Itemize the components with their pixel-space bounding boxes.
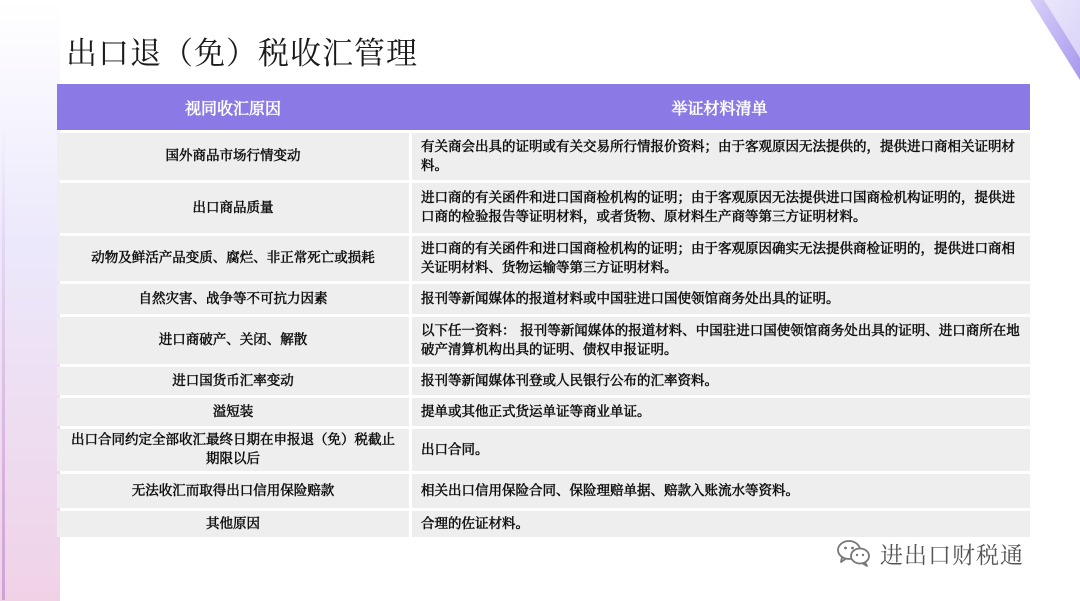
table-row xyxy=(57,236,1030,281)
reason-cell: 进口国货币汇率变动 xyxy=(57,367,409,395)
documents-cell: 以下任一资料： 报刊等新闻媒体的报道材料、中国驻进口国使领馆商务处出具的证明、进口商所在地破产清算机构出具的证明、债权申报证明。 xyxy=(409,317,1030,364)
table-row xyxy=(57,429,1030,471)
left-decoration-line xyxy=(2,120,5,600)
reason-cell: 出口合同约定全部收汇最终日期在申报退（免）税截止期限以后 xyxy=(57,429,409,471)
reason-cell: 自然灾害、战争等不可抗力因素 xyxy=(57,284,409,314)
watermark-text: 进出口财税通 xyxy=(880,542,1024,569)
reason-cell: 溢短装 xyxy=(57,398,409,426)
reason-cell: 无法收汇而取得出口信用保险赔款 xyxy=(57,474,409,508)
table-row xyxy=(57,317,1030,364)
table-row xyxy=(57,474,1030,508)
reason-cell: 其他原因 xyxy=(57,511,409,537)
documents-cell: 出口合同。 xyxy=(409,429,1030,471)
corner-decoration xyxy=(1010,0,1080,80)
slide-title: 出口退（免）税收汇管理 xyxy=(66,36,418,72)
table-row xyxy=(57,511,1030,537)
reason-cell: 动物及鲜活产品变质、腐烂、非正常死亡或损耗 xyxy=(57,236,409,281)
header-reason: 视同收汇原因 xyxy=(57,84,409,130)
proof-documents-table xyxy=(57,81,1030,540)
header-documents: 举证材料清单 xyxy=(409,84,1030,130)
table-row xyxy=(57,133,1030,180)
reason-cell: 国外商品市场行情变动 xyxy=(57,133,409,180)
documents-cell: 报刊等新闻媒体的报道材料或中国驻进口国使领馆商务处出具的证明。 xyxy=(409,284,1030,314)
table-row xyxy=(57,183,1030,233)
table-row xyxy=(57,398,1030,426)
documents-cell: 进口商的有关函件和进口国商检机构的证明；由于客观原因确实无法提供商检证明的，提供进口商相关证明材料、货物运输等第三方证明材料。 xyxy=(409,236,1030,281)
documents-cell: 有关商会出具的证明或有关交易所行情报价资料；由于客观原因无法提供的，提供进口商相关证明材料。 xyxy=(409,133,1030,180)
watermark xyxy=(836,536,1024,570)
table-header-row xyxy=(57,84,1030,130)
documents-cell: 合理的佐证材料。 xyxy=(409,511,1030,537)
documents-cell: 报刊等新闻媒体刊登或人民银行公布的汇率资料。 xyxy=(409,367,1030,395)
reason-cell: 进口商破产、关闭、解散 xyxy=(57,317,409,364)
table-row xyxy=(57,284,1030,314)
documents-cell: 提单或其他正式货运单证等商业单证。 xyxy=(409,398,1030,426)
reason-cell: 出口商品质量 xyxy=(57,183,409,233)
documents-cell: 相关出口信用保险合同、保险理赔单据、赔款入账流水等资料。 xyxy=(409,474,1030,508)
table-row xyxy=(57,367,1030,395)
documents-cell: 进口商的有关函件和进口国商检机构的证明；由于客观原因无法提供进口国商检机构证明的，提供进口商的检验报告等证明材料，或者货物、原材料生产商等第三方证明材料。 xyxy=(409,183,1030,233)
wechat-icon xyxy=(836,538,872,568)
left-decoration xyxy=(0,0,60,601)
